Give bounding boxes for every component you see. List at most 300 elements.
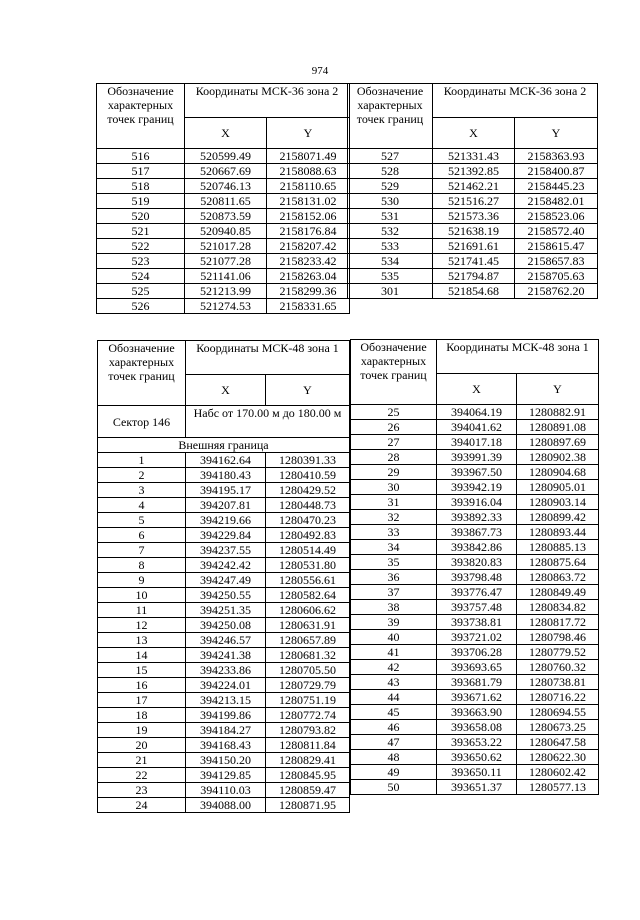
x-coordinate: 393867.73 xyxy=(437,525,517,540)
table-row xyxy=(98,753,350,768)
point-number: 525 xyxy=(97,284,185,299)
y-coordinate: 1280798.46 xyxy=(517,630,599,645)
point-number: 47 xyxy=(351,735,437,750)
point-number: 528 xyxy=(348,164,433,179)
point-number: 516 xyxy=(97,149,185,164)
x-coordinate: 393650.11 xyxy=(437,765,517,780)
y-coordinate: 2158176.84 xyxy=(267,224,350,239)
point-number: 17 xyxy=(98,693,186,708)
x-coordinate: 394129.85 xyxy=(186,768,266,783)
y-coordinate: 2158263.04 xyxy=(267,269,350,284)
table-row xyxy=(97,284,350,299)
point-number: 39 xyxy=(351,615,437,630)
y-coordinate: 2158615.47 xyxy=(515,239,598,254)
table-row xyxy=(97,254,350,269)
table-row xyxy=(97,149,350,164)
y-coordinate: 1280716.22 xyxy=(517,690,599,705)
y-coordinate: 1280863.72 xyxy=(517,570,599,585)
x-coordinate: 521017.28 xyxy=(185,239,267,254)
y-coordinate: 2158762.20 xyxy=(515,284,598,299)
point-number: 45 xyxy=(351,705,437,720)
table-row xyxy=(351,705,599,720)
point-number: 15 xyxy=(98,663,186,678)
x-coordinate: 394229.84 xyxy=(186,528,266,543)
x-coordinate: 520746.13 xyxy=(185,179,267,194)
x-coordinate: 394017.18 xyxy=(437,435,517,450)
x-coordinate: 393721.02 xyxy=(437,630,517,645)
table-row xyxy=(98,498,350,513)
table-row xyxy=(351,630,599,645)
y-coordinate: 1280631.91 xyxy=(266,618,350,633)
column-header-coordinates: Координаты МСК-48 зона 1 xyxy=(437,340,599,374)
x-coordinate: 394180.43 xyxy=(186,468,266,483)
y-coordinate: 1280429.52 xyxy=(266,483,350,498)
y-coordinate: 2158299.36 xyxy=(267,284,350,299)
y-coordinate: 2158071.49 xyxy=(267,149,350,164)
x-coordinate: 394213.15 xyxy=(186,693,266,708)
point-number: 41 xyxy=(351,645,437,660)
point-number: 36 xyxy=(351,570,437,585)
y-coordinate: 1280694.55 xyxy=(517,705,599,720)
y-coordinate: 1280602.42 xyxy=(517,765,599,780)
table-row xyxy=(97,299,350,314)
x-coordinate: 394241.38 xyxy=(186,648,266,663)
point-number: 19 xyxy=(98,723,186,738)
coordinates-table-msk48-left xyxy=(97,340,350,813)
y-coordinate: 1280391.33 xyxy=(266,453,350,468)
y-coordinate: 1280902.38 xyxy=(517,450,599,465)
point-number: 4 xyxy=(98,498,186,513)
column-header-coordinates: Координаты МСК-36 зона 2 xyxy=(185,84,350,118)
table-row xyxy=(351,540,599,555)
point-number: 49 xyxy=(351,765,437,780)
table-row xyxy=(98,618,350,633)
y-coordinate: 1280622.30 xyxy=(517,750,599,765)
table-row xyxy=(348,179,598,194)
column-header-x: X xyxy=(186,375,266,406)
point-number: 32 xyxy=(351,510,437,525)
coordinates-table-msk36-right xyxy=(347,83,598,299)
table-row xyxy=(351,600,599,615)
point-number: 44 xyxy=(351,690,437,705)
point-number: 48 xyxy=(351,750,437,765)
x-coordinate: 394207.81 xyxy=(186,498,266,513)
point-number: 24 xyxy=(98,798,186,813)
y-coordinate: 1280811.84 xyxy=(266,738,350,753)
column-header-designation: Обозначение характерных точек границ xyxy=(98,341,186,406)
point-number: 46 xyxy=(351,720,437,735)
x-coordinate: 521794.87 xyxy=(433,269,515,284)
y-coordinate: 1280899.42 xyxy=(517,510,599,525)
table-row xyxy=(348,269,598,284)
table-row xyxy=(348,254,598,269)
column-header-x: X xyxy=(437,374,517,405)
table-row xyxy=(98,453,350,468)
point-number: 25 xyxy=(351,405,437,420)
y-coordinate: 1280606.62 xyxy=(266,603,350,618)
y-coordinate: 1280829.41 xyxy=(266,753,350,768)
table-row xyxy=(348,149,598,164)
x-coordinate: 521331.43 xyxy=(433,149,515,164)
y-coordinate: 2158110.65 xyxy=(267,179,350,194)
point-number: 3 xyxy=(98,483,186,498)
y-coordinate: 1280729.79 xyxy=(266,678,350,693)
column-header-y: Y xyxy=(266,375,350,406)
point-number: 23 xyxy=(98,783,186,798)
point-number: 519 xyxy=(97,194,185,209)
table-row xyxy=(98,798,350,813)
y-coordinate: 1280738.81 xyxy=(517,675,599,690)
y-coordinate: 2158331.65 xyxy=(267,299,350,314)
y-coordinate: 2158152.06 xyxy=(267,209,350,224)
x-coordinate: 393757.48 xyxy=(437,600,517,615)
table-row xyxy=(351,750,599,765)
x-coordinate: 394041.62 xyxy=(437,420,517,435)
table-row xyxy=(98,513,350,528)
point-number: 301 xyxy=(348,284,433,299)
x-coordinate: 393658.08 xyxy=(437,720,517,735)
point-number: 38 xyxy=(351,600,437,615)
table-row xyxy=(98,678,350,693)
x-coordinate: 393663.90 xyxy=(437,705,517,720)
point-number: 11 xyxy=(98,603,186,618)
table-row xyxy=(97,209,350,224)
y-coordinate: 1280779.52 xyxy=(517,645,599,660)
point-number: 517 xyxy=(97,164,185,179)
y-coordinate: 2158233.42 xyxy=(267,254,350,269)
point-number: 31 xyxy=(351,495,437,510)
table-row xyxy=(351,420,599,435)
point-number: 12 xyxy=(98,618,186,633)
table-row xyxy=(351,405,599,420)
y-coordinate: 1280904.68 xyxy=(517,465,599,480)
y-coordinate: 1280514.49 xyxy=(266,543,350,558)
x-coordinate: 521638.19 xyxy=(433,224,515,239)
point-number: 532 xyxy=(348,224,433,239)
x-coordinate: 393991.39 xyxy=(437,450,517,465)
x-coordinate: 520873.59 xyxy=(185,209,267,224)
x-coordinate: 521392.85 xyxy=(433,164,515,179)
table-row xyxy=(348,164,598,179)
y-coordinate: 1280470.23 xyxy=(266,513,350,528)
table-row xyxy=(351,525,599,540)
table-row xyxy=(351,435,599,450)
point-number: 34 xyxy=(351,540,437,555)
table-row xyxy=(98,573,350,588)
point-number: 535 xyxy=(348,269,433,284)
table-row xyxy=(98,483,350,498)
x-coordinate: 520940.85 xyxy=(185,224,267,239)
page-number: 974 xyxy=(311,65,329,77)
point-number: 1 xyxy=(98,453,186,468)
point-number: 522 xyxy=(97,239,185,254)
y-coordinate: 1280845.95 xyxy=(266,768,350,783)
point-number: 10 xyxy=(98,588,186,603)
y-coordinate: 1280905.01 xyxy=(517,480,599,495)
point-number: 529 xyxy=(348,179,433,194)
y-coordinate: 1280885.13 xyxy=(517,540,599,555)
x-coordinate: 394250.55 xyxy=(186,588,266,603)
y-coordinate: 2158705.63 xyxy=(515,269,598,284)
x-coordinate: 394237.55 xyxy=(186,543,266,558)
point-number: 531 xyxy=(348,209,433,224)
column-header-y: Y xyxy=(515,118,598,149)
x-coordinate: 520599.49 xyxy=(185,149,267,164)
y-coordinate: 1280871.95 xyxy=(266,798,350,813)
y-coordinate: 1280859.47 xyxy=(266,783,350,798)
table-row xyxy=(351,765,599,780)
table-row xyxy=(351,555,599,570)
y-coordinate: 1280705.50 xyxy=(266,663,350,678)
x-coordinate: 394233.86 xyxy=(186,663,266,678)
point-number: 524 xyxy=(97,269,185,284)
point-number: 42 xyxy=(351,660,437,675)
point-number: 16 xyxy=(98,678,186,693)
y-coordinate: 1280893.44 xyxy=(517,525,599,540)
y-coordinate: 1280410.59 xyxy=(266,468,350,483)
column-header-x: X xyxy=(433,118,515,149)
y-coordinate: 1280556.61 xyxy=(266,573,350,588)
y-coordinate: 1280760.32 xyxy=(517,660,599,675)
point-number: 21 xyxy=(98,753,186,768)
point-number: 534 xyxy=(348,254,433,269)
sector-label: Сектор 146 xyxy=(98,406,186,438)
table-row xyxy=(98,738,350,753)
y-coordinate: 1280897.69 xyxy=(517,435,599,450)
column-header-y: Y xyxy=(517,374,599,405)
x-coordinate: 393681.79 xyxy=(437,675,517,690)
point-number: 18 xyxy=(98,708,186,723)
column-header-coordinates: Координаты МСК-36 зона 2 xyxy=(433,84,598,118)
table-row xyxy=(98,558,350,573)
y-coordinate: 2158482.01 xyxy=(515,194,598,209)
point-number: 26 xyxy=(351,420,437,435)
x-coordinate: 393650.62 xyxy=(437,750,517,765)
point-number: 6 xyxy=(98,528,186,543)
x-coordinate: 521213.99 xyxy=(185,284,267,299)
table-row xyxy=(98,543,350,558)
x-coordinate: 394088.00 xyxy=(186,798,266,813)
y-coordinate: 1280817.72 xyxy=(517,615,599,630)
point-number: 521 xyxy=(97,224,185,239)
point-number: 526 xyxy=(97,299,185,314)
table-row xyxy=(98,723,350,738)
y-coordinate: 2158363.93 xyxy=(515,149,598,164)
table-row xyxy=(351,585,599,600)
sector-height-range: Набс от 170.00 м до 180.00 м xyxy=(186,406,350,438)
table-row xyxy=(98,708,350,723)
x-coordinate: 521274.53 xyxy=(185,299,267,314)
x-coordinate: 394168.43 xyxy=(186,738,266,753)
y-coordinate: 1280875.64 xyxy=(517,555,599,570)
table-row xyxy=(351,735,599,750)
table-row xyxy=(97,194,350,209)
table-row xyxy=(351,480,599,495)
table-row xyxy=(98,528,350,543)
y-coordinate: 1280751.19 xyxy=(266,693,350,708)
table-row xyxy=(97,269,350,284)
column-header-designation: Обозначение характерных точек границ xyxy=(351,340,437,405)
x-coordinate: 393892.33 xyxy=(437,510,517,525)
table-row xyxy=(98,633,350,648)
point-number: 20 xyxy=(98,738,186,753)
x-coordinate: 394184.27 xyxy=(186,723,266,738)
coordinates-table-msk36-left xyxy=(96,83,350,314)
x-coordinate: 521516.27 xyxy=(433,194,515,209)
x-coordinate: 393671.62 xyxy=(437,690,517,705)
y-coordinate: 2158657.83 xyxy=(515,254,598,269)
y-coordinate: 2158088.63 xyxy=(267,164,350,179)
y-coordinate: 2158131.02 xyxy=(267,194,350,209)
table-row xyxy=(351,660,599,675)
x-coordinate: 521691.61 xyxy=(433,239,515,254)
table-row xyxy=(97,164,350,179)
y-coordinate: 2158572.40 xyxy=(515,224,598,239)
point-number: 9 xyxy=(98,573,186,588)
x-coordinate: 393942.19 xyxy=(437,480,517,495)
x-coordinate: 393653.22 xyxy=(437,735,517,750)
point-number: 28 xyxy=(351,450,437,465)
point-number: 40 xyxy=(351,630,437,645)
y-coordinate: 2158523.06 xyxy=(515,209,598,224)
table-row xyxy=(351,720,599,735)
y-coordinate: 1280577.13 xyxy=(517,780,599,795)
x-coordinate: 393776.47 xyxy=(437,585,517,600)
x-coordinate: 394199.86 xyxy=(186,708,266,723)
table-row xyxy=(97,179,350,194)
x-coordinate: 521462.21 xyxy=(433,179,515,194)
y-coordinate: 1280793.82 xyxy=(266,723,350,738)
column-header-designation: Обозначение характерных точек границ xyxy=(97,84,185,149)
x-coordinate: 393706.28 xyxy=(437,645,517,660)
column-header-designation: Обозначение характерных точек границ xyxy=(348,84,433,149)
table-row xyxy=(351,690,599,705)
table-row xyxy=(351,570,599,585)
point-number: 35 xyxy=(351,555,437,570)
table-row xyxy=(351,645,599,660)
table-row xyxy=(97,224,350,239)
point-number: 14 xyxy=(98,648,186,663)
table-row xyxy=(348,209,598,224)
column-header-coordinates: Координаты МСК-48 зона 1 xyxy=(186,341,350,375)
y-coordinate: 2158207.42 xyxy=(267,239,350,254)
point-number: 518 xyxy=(97,179,185,194)
table-row xyxy=(351,510,599,525)
y-coordinate: 1280657.89 xyxy=(266,633,350,648)
x-coordinate: 394219.66 xyxy=(186,513,266,528)
point-number: 37 xyxy=(351,585,437,600)
x-coordinate: 393842.86 xyxy=(437,540,517,555)
point-number: 8 xyxy=(98,558,186,573)
x-coordinate: 521573.36 xyxy=(433,209,515,224)
point-number: 29 xyxy=(351,465,437,480)
point-number: 13 xyxy=(98,633,186,648)
y-coordinate: 2158445.23 xyxy=(515,179,598,194)
x-coordinate: 393916.04 xyxy=(437,495,517,510)
x-coordinate: 394247.49 xyxy=(186,573,266,588)
table-row xyxy=(351,675,599,690)
column-header-x: X xyxy=(185,118,267,149)
y-coordinate: 1280492.83 xyxy=(266,528,350,543)
y-coordinate: 1280448.73 xyxy=(266,498,350,513)
point-number: 533 xyxy=(348,239,433,254)
point-number: 27 xyxy=(351,435,437,450)
table-row xyxy=(348,284,598,299)
point-number: 22 xyxy=(98,768,186,783)
table-row xyxy=(98,648,350,663)
x-coordinate: 521077.28 xyxy=(185,254,267,269)
y-coordinate: 1280849.49 xyxy=(517,585,599,600)
x-coordinate: 394195.17 xyxy=(186,483,266,498)
x-coordinate: 394224.01 xyxy=(186,678,266,693)
point-number: 7 xyxy=(98,543,186,558)
table-row xyxy=(348,239,598,254)
table-row xyxy=(98,468,350,483)
y-coordinate: 1280882.91 xyxy=(517,405,599,420)
table-row xyxy=(98,768,350,783)
point-number: 30 xyxy=(351,480,437,495)
x-coordinate: 394242.42 xyxy=(186,558,266,573)
point-number: 5 xyxy=(98,513,186,528)
column-header-y: Y xyxy=(267,118,350,149)
point-number: 50 xyxy=(351,780,437,795)
table-row xyxy=(98,663,350,678)
table-row xyxy=(348,224,598,239)
y-coordinate: 1280681.32 xyxy=(266,648,350,663)
table-row xyxy=(348,194,598,209)
table-row xyxy=(351,450,599,465)
x-coordinate: 393820.83 xyxy=(437,555,517,570)
y-coordinate: 1280582.64 xyxy=(266,588,350,603)
y-coordinate: 1280772.74 xyxy=(266,708,350,723)
point-number: 2 xyxy=(98,468,186,483)
y-coordinate: 1280834.82 xyxy=(517,600,599,615)
y-coordinate: 1280673.25 xyxy=(517,720,599,735)
x-coordinate: 394162.64 xyxy=(186,453,266,468)
y-coordinate: 1280531.80 xyxy=(266,558,350,573)
x-coordinate: 394150.20 xyxy=(186,753,266,768)
point-number: 527 xyxy=(348,149,433,164)
x-coordinate: 393798.48 xyxy=(437,570,517,585)
y-coordinate: 2158400.87 xyxy=(515,164,598,179)
table-row xyxy=(98,693,350,708)
table-row xyxy=(351,615,599,630)
x-coordinate: 393967.50 xyxy=(437,465,517,480)
x-coordinate: 393651.37 xyxy=(437,780,517,795)
x-coordinate: 393738.81 xyxy=(437,615,517,630)
table-row xyxy=(97,239,350,254)
y-coordinate: 1280903.14 xyxy=(517,495,599,510)
table-row xyxy=(351,495,599,510)
point-number: 33 xyxy=(351,525,437,540)
coordinates-table-msk48-right xyxy=(350,339,599,795)
x-coordinate: 521854.68 xyxy=(433,284,515,299)
point-number: 520 xyxy=(97,209,185,224)
table-row xyxy=(351,780,599,795)
point-number: 43 xyxy=(351,675,437,690)
point-number: 523 xyxy=(97,254,185,269)
x-coordinate: 394246.57 xyxy=(186,633,266,648)
x-coordinate: 520667.69 xyxy=(185,164,267,179)
x-coordinate: 394110.03 xyxy=(186,783,266,798)
table-row xyxy=(351,465,599,480)
y-coordinate: 1280891.08 xyxy=(517,420,599,435)
x-coordinate: 394064.19 xyxy=(437,405,517,420)
x-coordinate: 521741.45 xyxy=(433,254,515,269)
x-coordinate: 521141.06 xyxy=(185,269,267,284)
point-number: 530 xyxy=(348,194,433,209)
x-coordinate: 520811.65 xyxy=(185,194,267,209)
